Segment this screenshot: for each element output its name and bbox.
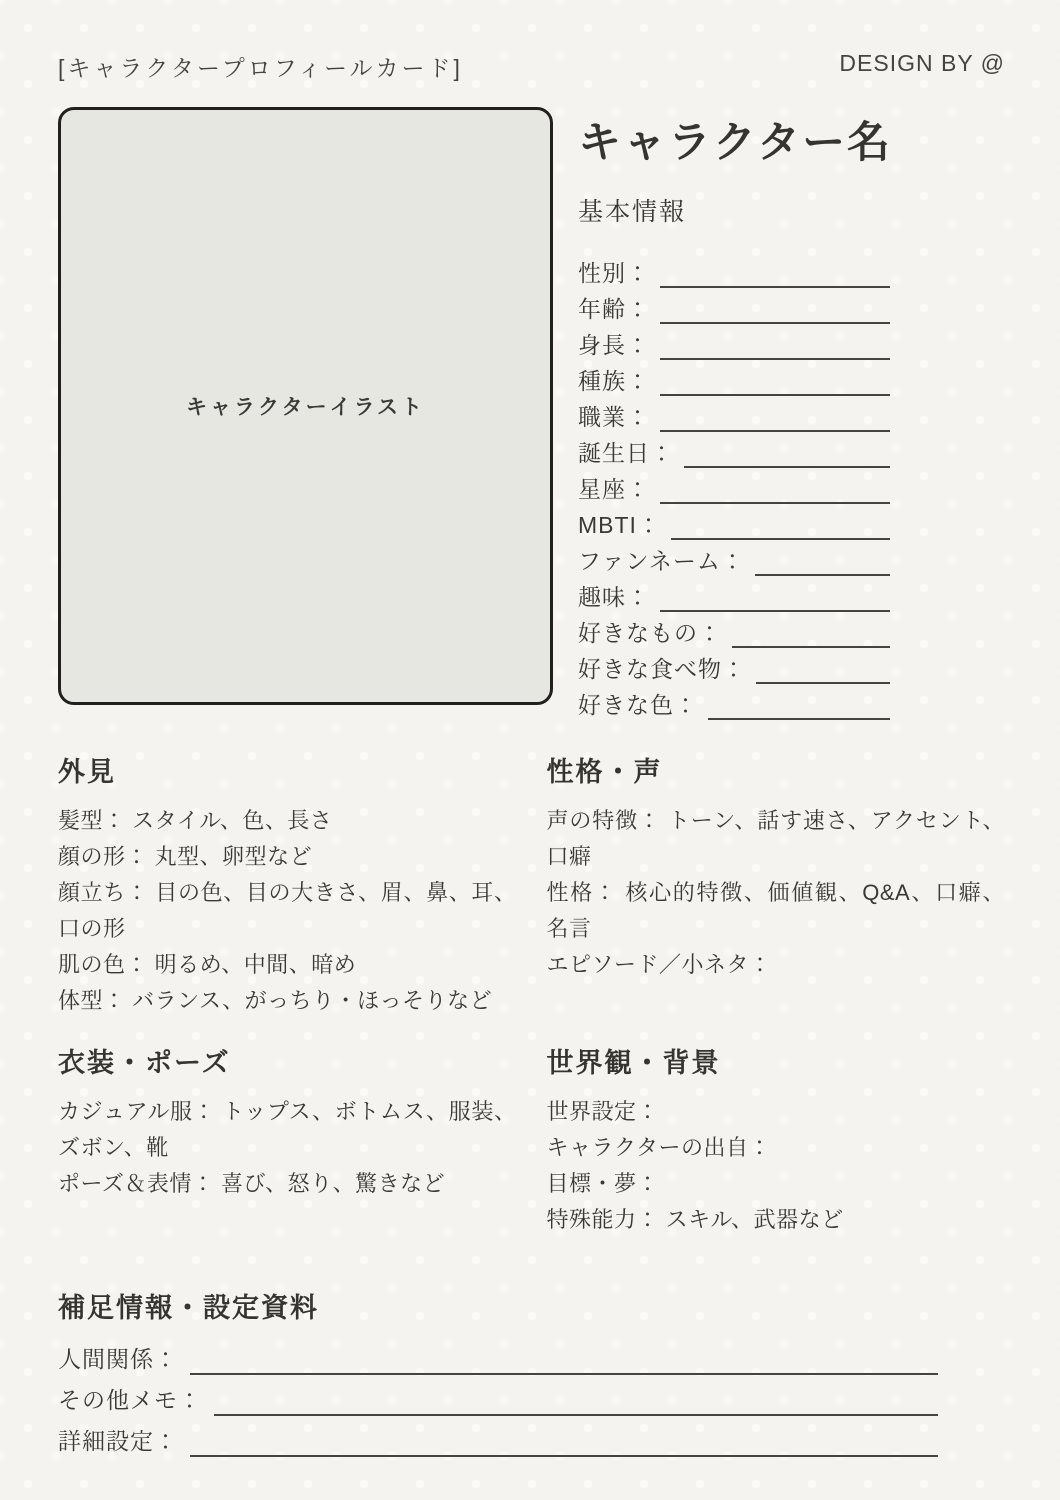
field-label: 好きなもの：	[578, 620, 722, 646]
section-heading-personality-voice: 性格・声	[546, 757, 663, 787]
field-row-favorite-food	[578, 652, 890, 688]
field-label: 詳細設定：	[58, 1428, 178, 1454]
field-label: 種族：	[578, 368, 650, 394]
section-heading-costume-pose: 衣装・ポーズ	[58, 1048, 231, 1078]
section-item: ポーズ＆表情： 喜び、怒り、驚きなど	[58, 1171, 446, 1196]
supplementary-fields	[58, 1340, 938, 1463]
section-personality-voice	[547, 754, 1006, 1019]
field-row-favorite-color	[578, 688, 890, 724]
section-body	[58, 1094, 517, 1202]
section-appearance	[58, 754, 517, 1019]
field-label: その他メモ：	[58, 1387, 202, 1413]
section-heading-supplementary-info: 補足情報・設定資料	[58, 1293, 319, 1323]
section-item: 特殊能力： スキル、武器など	[546, 1207, 844, 1232]
field-label: 好きな色：	[578, 692, 698, 718]
basic-info-heading: 基本情報	[578, 198, 687, 226]
section-heading-worldview-background: 世界観・背景	[546, 1048, 721, 1078]
field-label: 趣味：	[578, 584, 650, 610]
field-label: 身長：	[578, 332, 650, 358]
basic-info-panel	[578, 107, 1005, 724]
field-row-relationships	[58, 1340, 938, 1381]
basic-info-fields	[578, 256, 890, 724]
field-blank-line	[660, 256, 890, 288]
field-label: 人間関係：	[58, 1346, 178, 1372]
field-label: 職業：	[578, 404, 650, 430]
field-label: 星座：	[578, 476, 650, 502]
field-blank-line	[660, 364, 890, 396]
character-name-heading: キャラクター名	[578, 119, 893, 167]
field-blank-line	[660, 580, 890, 612]
section-item: カジュアル服： トップス、ボトムス、服装、ズボン、靴	[58, 1099, 517, 1160]
field-row-mbti	[578, 508, 890, 544]
field-row-fan-name	[578, 544, 890, 580]
field-row-zodiac	[578, 472, 890, 508]
section-item: 髪型： スタイル、色、長さ	[58, 808, 333, 833]
top-area	[58, 107, 1005, 724]
field-label: 年齢：	[578, 296, 650, 322]
field-blank-line	[660, 292, 890, 324]
field-row-hobby	[578, 580, 890, 616]
section-item: 顔立ち： 目の色、目の大きさ、眉、鼻、耳、口の形	[58, 880, 517, 941]
field-blank-line	[214, 1381, 938, 1416]
field-blank-line	[732, 616, 890, 648]
section-item: 肌の色： 明るめ、中間、暗め	[58, 952, 357, 977]
field-label: 好きな食べ物：	[578, 656, 746, 682]
section-item: 目標・夢：	[546, 1171, 660, 1196]
section-heading-appearance: 外見	[58, 757, 116, 787]
detail-sections	[58, 754, 1005, 1238]
section-item: 体型： バランス、がっちり・ほっそりなど	[58, 988, 493, 1013]
section-costume-pose	[58, 1045, 517, 1238]
section-item: 声の特徴： トーン、話す速さ、アクセント、口癖	[546, 808, 1005, 869]
section-item: エピソード／小ネタ：	[546, 952, 772, 977]
field-row-other-memo	[58, 1381, 938, 1422]
illustration-placeholder-label: キャラクターイラスト	[186, 396, 425, 419]
character-illustration-placeholder	[58, 107, 553, 705]
field-blank-line	[756, 652, 890, 684]
field-label: MBTI：	[578, 512, 661, 538]
header	[58, 50, 1005, 83]
field-row-gender	[578, 256, 890, 292]
field-blank-line	[660, 472, 890, 504]
field-row-height	[578, 328, 890, 364]
section-item: 顔の形： 丸型、卵型など	[58, 844, 313, 869]
section-item: 性格： 核心的特徴、価値観、Q&A、口癖、名言	[546, 880, 1005, 941]
field-label: 誕生日：	[578, 440, 674, 466]
section-worldview-background	[547, 1045, 1006, 1238]
section-supplementary-info	[58, 1290, 1005, 1463]
field-row-species	[578, 364, 890, 400]
field-label: ファンネーム：	[578, 548, 745, 574]
section-item: キャラクターの出自：	[546, 1135, 772, 1160]
field-label: 性別：	[578, 260, 650, 286]
field-blank-line	[660, 328, 890, 360]
field-row-detailed-settings	[58, 1422, 938, 1463]
field-blank-line	[708, 688, 890, 720]
field-blank-line	[190, 1422, 938, 1457]
field-row-age	[578, 292, 890, 328]
section-body	[547, 1094, 1006, 1238]
design-credit: DESIGN BY @	[839, 50, 1005, 76]
field-row-birthday	[578, 436, 890, 472]
field-blank-line	[755, 544, 890, 576]
field-row-likes	[578, 616, 890, 652]
card-template-title: [キャラクタープロフィールカード]	[58, 55, 463, 81]
section-body	[547, 803, 1006, 983]
field-blank-line	[671, 508, 890, 540]
field-blank-line	[684, 436, 890, 468]
field-blank-line	[190, 1340, 938, 1375]
field-row-occupation	[578, 400, 890, 436]
section-body	[58, 803, 517, 1019]
field-blank-line	[660, 400, 890, 432]
section-item: 世界設定：	[546, 1099, 660, 1124]
